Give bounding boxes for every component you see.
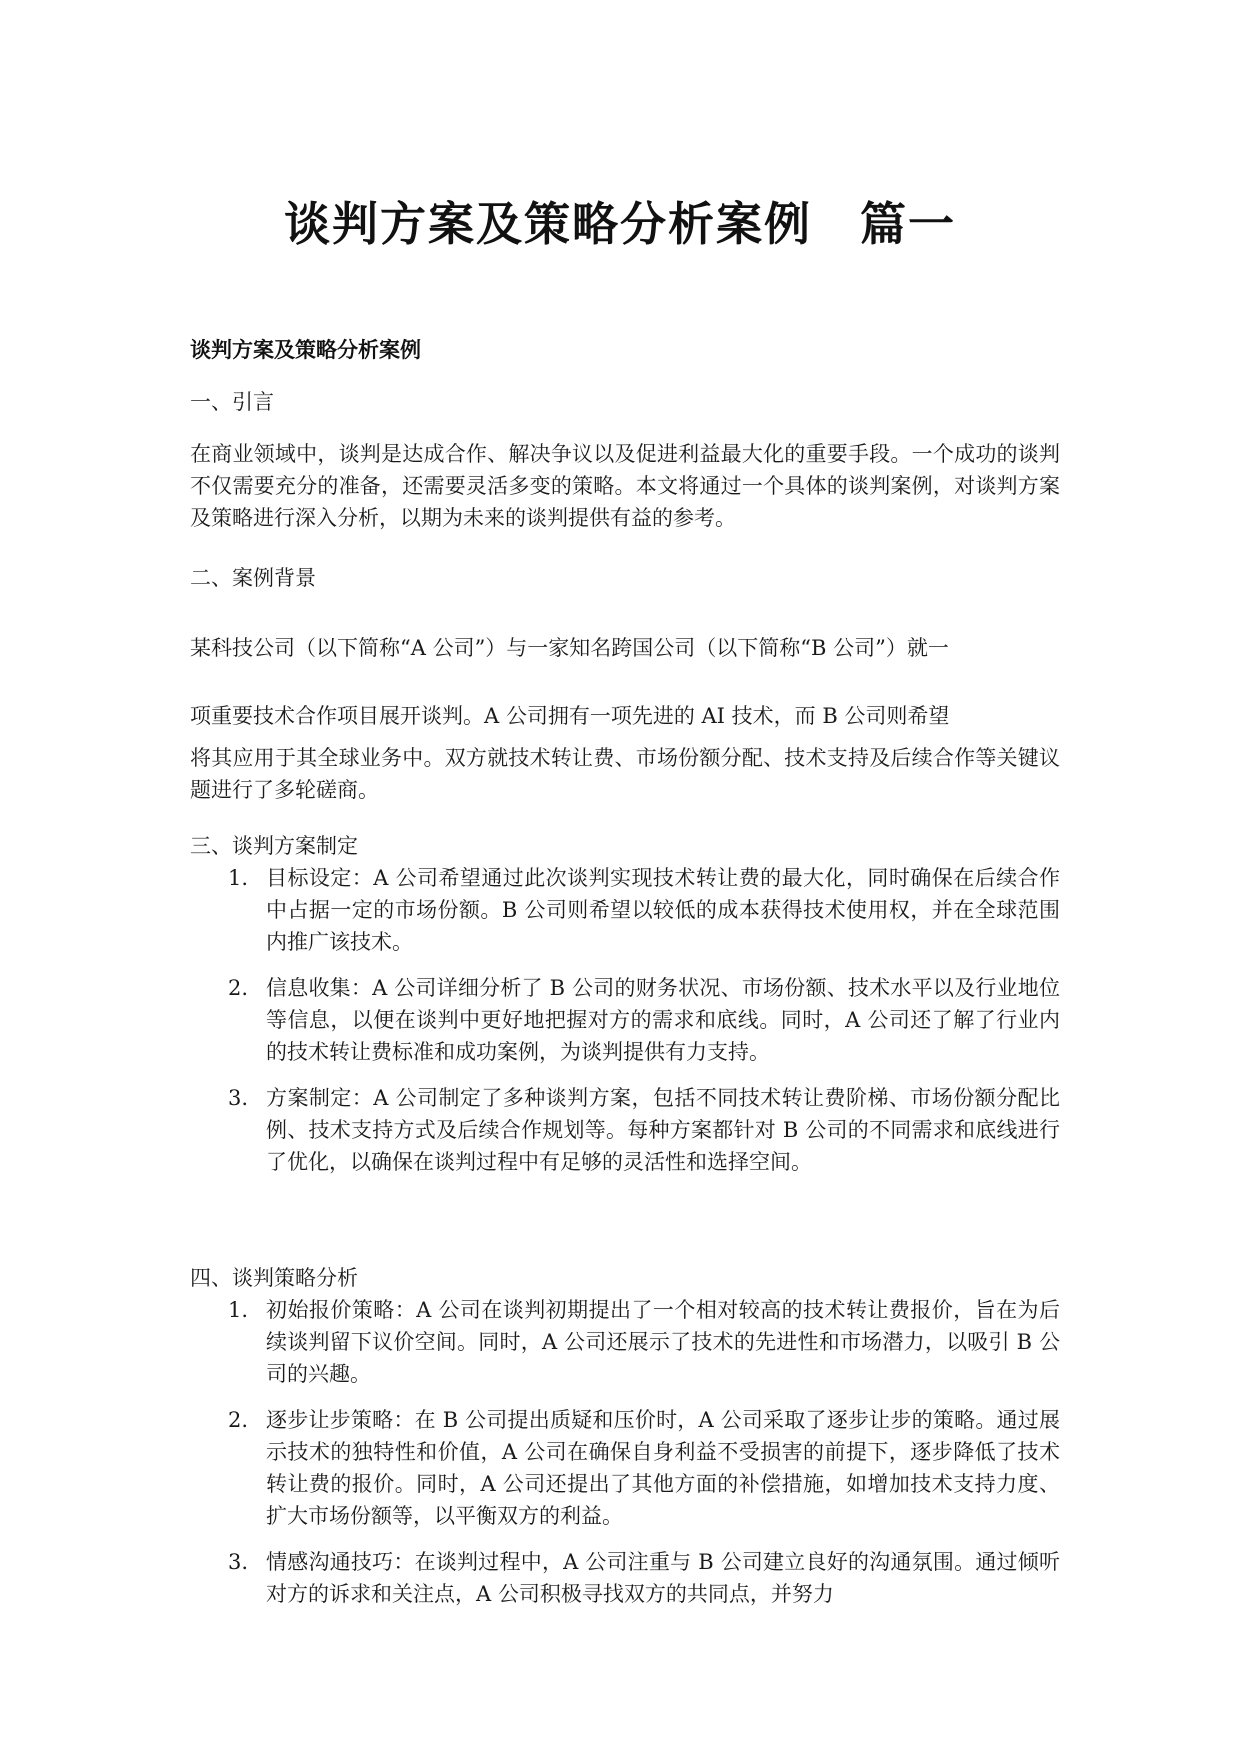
- section-heading-strategy: 四、谈判策略分析: [190, 1266, 358, 1290]
- list-item-number: 2.: [228, 976, 249, 1000]
- list-item-text: 目标设定：A 公司希望通过此次谈判实现技术转让费的最大化，同时确保在后续合作中占据一定的市场份额。B 公司则希望以较低的成本获得技术使用权，并在全球范围内推广该技术。: [266, 866, 1060, 954]
- background-line-3: 将其应用于其全球业务中。双方就技术转让费、市场份额分配、技术支持及后续合作等关键议题进行了多轮磋商。: [190, 746, 1060, 802]
- list-item: [190, 972, 1060, 1068]
- list-item: [190, 1082, 1060, 1178]
- list-item-number: 1.: [228, 1298, 249, 1322]
- list-item-number: 3.: [228, 1086, 249, 1110]
- list-item: [190, 862, 1060, 958]
- background-line-1: 某科技公司（以下简称“A 公司”）与一家知名跨国公司（以下简称“B 公司”）就一: [190, 636, 949, 660]
- list-item-text: 逐步让步策略：在 B 公司提出质疑和压价时，A 公司采取了逐步让步的策略。通过展示技术的独特性和价值，A 公司在确保自身利益不受损害的前提下，逐步降低了技术转让费的报价。同时，A 公司还提出了其他方面的补偿措施，如增加技术支持力度、扩大市场份额等，以平衡双方的利益。: [266, 1408, 1060, 1528]
- document-subtitle: 谈判方案及策略分析案例: [190, 338, 421, 362]
- list-item: [190, 1546, 1060, 1610]
- document-title: 谈判方案及策略分析案例 篇一: [284, 197, 956, 251]
- list-item-text: 信息收集：A 公司详细分析了 B 公司的财务状况、市场份额、技术水平以及行业地位等信息，以便在谈判中更好地把握对方的需求和底线。同时，A 公司还了解了行业内的技术转让费标准和成功案例，为谈判提供有力支持。: [266, 976, 1060, 1064]
- section-heading-plan: 三、谈判方案制定: [190, 834, 358, 858]
- background-line-2: 项重要技术合作项目展开谈判。A 公司拥有一项先进的 AI 技术，而 B 公司则希望: [190, 704, 950, 728]
- list-item: [190, 1404, 1060, 1532]
- list-item: [190, 1294, 1060, 1390]
- list-item-text: 方案制定：A 公司制定了多种谈判方案，包括不同技术转让费阶梯、市场份额分配比例、技术支持方式及后续合作规划等。每种方案都针对 B 公司的不同需求和底线进行了优化，以确保在谈判过程中有足够的灵活性和选择空间。: [266, 1086, 1060, 1174]
- list-item-number: 1.: [228, 866, 249, 890]
- list-item-number: 3.: [228, 1550, 249, 1574]
- list-item-number: 2.: [228, 1408, 249, 1432]
- strategy-list: [190, 1294, 1060, 1624]
- intro-paragraph: 在商业领域中，谈判是达成合作、解决争议以及促进利益最大化的重要手段。一个成功的谈判不仅需要充分的准备，还需要灵活多变的策略。本文将通过一个具体的谈判案例，对谈判方案及策略进行深入分析，以期为未来的谈判提供有益的参考。: [190, 442, 1060, 530]
- list-item-text: 情感沟通技巧：在谈判过程中，A 公司注重与 B 公司建立良好的沟通氛围。通过倾听对方的诉求和关注点，A 公司积极寻找双方的共同点，并努力: [266, 1550, 1060, 1606]
- section-heading-intro: 一、引言: [190, 390, 274, 414]
- list-item-text: 初始报价策略：A 公司在谈判初期提出了一个相对较高的技术转让费报价，旨在为后续谈判留下议价空间。同时，A 公司还展示了技术的先进性和市场潜力，以吸引 B 公司的兴趣。: [266, 1298, 1060, 1386]
- section-heading-background: 二、案例背景: [190, 566, 316, 590]
- plan-list: [190, 862, 1060, 1192]
